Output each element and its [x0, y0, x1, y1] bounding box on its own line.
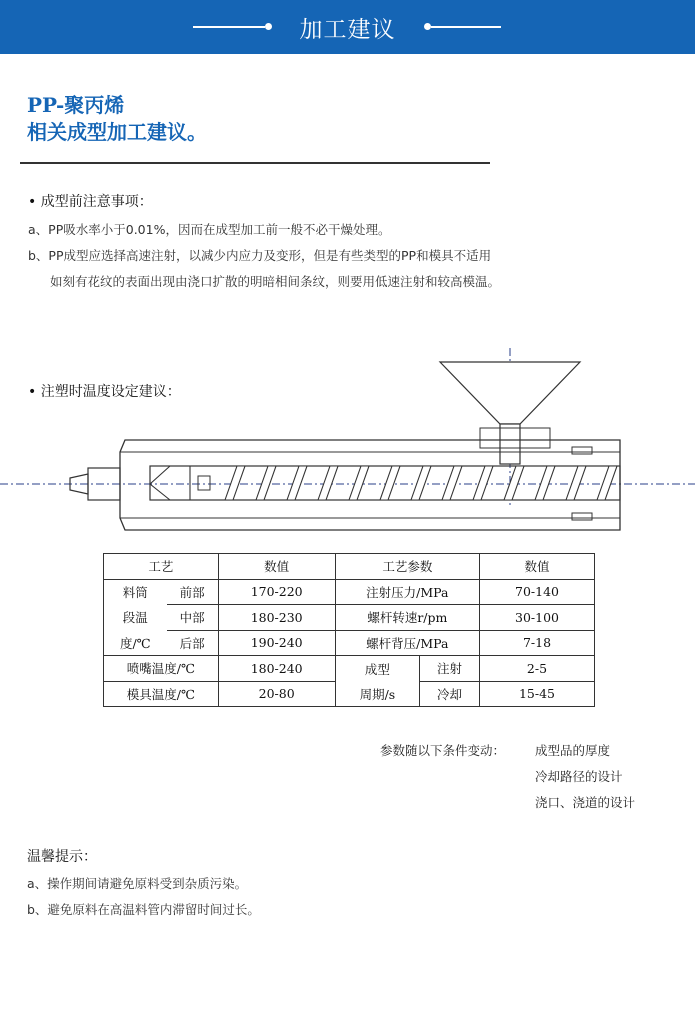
- temperature-heading: • 注塑时温度设定建议：: [28, 384, 181, 400]
- cell-front-temp: 170-220: [218, 579, 335, 605]
- variation-item-gate: 浇口、浇道的设计: [535, 795, 636, 810]
- cell-mold-temp: 模具温度/℃: [104, 681, 219, 707]
- injection-screw-barrel-icon: [0, 340, 695, 540]
- table-row: [104, 656, 595, 682]
- variation-item-cooling: 冷却路径的设计: [535, 769, 623, 784]
- pre-molding-heading: • 成型前注意事项：: [28, 194, 153, 210]
- cell-screw-speed: 螺杆转速r/pm: [335, 605, 479, 631]
- cell-cycle: 周期/s: [335, 681, 419, 707]
- header-value-2: 数值: [480, 554, 595, 580]
- cell-screw-speed-value: 30-100: [480, 605, 595, 631]
- tips-heading: 温馨提示：: [27, 849, 97, 865]
- cell-nozzle-temp: 喷嘴温度/℃: [104, 656, 219, 682]
- tips-item-a: a、操作期间请避免原料受到杂质污染。: [27, 876, 248, 891]
- cell-degree: 度/℃: [104, 630, 167, 656]
- cell-barrel: 料筒: [104, 579, 167, 605]
- tips-item-b: b、避免原料在高温料管内滞留时间过长。: [27, 902, 260, 917]
- variation-label: 参数随以下条件变动：: [380, 743, 506, 758]
- process-parameter-table: [103, 553, 595, 707]
- cell-rear: 后部: [167, 630, 219, 656]
- header-value: 数值: [218, 554, 335, 580]
- cell-injection-pressure-value: 70-140: [480, 579, 595, 605]
- pre-molding-item-a: a、PP吸水率小于0.01%，因而在成型加工前一般不必干燥处理。: [28, 222, 391, 237]
- cell-mold-temp-value: 20-80: [218, 681, 335, 707]
- header-banner: [0, 0, 695, 54]
- pre-molding-item-b-line1: b、PP成型应选择高速注射，以减少内应力及变形，但是有些类型的PP和模具不适用: [28, 248, 492, 263]
- product-title-line2: 相关成型加工建议。: [27, 120, 207, 144]
- product-title-line1: PP-聚丙烯: [27, 93, 125, 117]
- table-row: [104, 605, 595, 631]
- title-divider: [20, 162, 490, 164]
- cell-cooling-time: 15-45: [480, 681, 595, 707]
- table-row: [104, 681, 595, 707]
- cell-injection: 注射: [420, 656, 480, 682]
- banner-title: 加工建议: [299, 17, 396, 43]
- cell-injection-time: 2-5: [480, 656, 595, 682]
- cell-front: 前部: [167, 579, 219, 605]
- cell-back-pressure: 螺杆背压/MPa: [335, 630, 479, 656]
- header-process-parameter: 工艺参数: [335, 554, 479, 580]
- table-header-row: [104, 554, 595, 580]
- cell-rear-temp: 190-240: [218, 630, 335, 656]
- banner-right-line: [431, 26, 501, 28]
- cell-middle: 中部: [167, 605, 219, 631]
- cell-nozzle-temp-value: 180-240: [218, 656, 335, 682]
- table-row: [104, 630, 595, 656]
- banner-right-dot: [424, 23, 431, 30]
- table-row: [104, 579, 595, 605]
- cell-injection-pressure: 注射压力/MPa: [335, 579, 479, 605]
- cell-back-pressure-value: 7-18: [480, 630, 595, 656]
- header-process: 工艺: [104, 554, 219, 580]
- variation-item-thickness: 成型品的厚度: [535, 743, 611, 758]
- cell-cooling: 冷却: [420, 681, 480, 707]
- cell-molding: 成型: [335, 656, 419, 682]
- cell-middle-temp: 180-230: [218, 605, 335, 631]
- pre-molding-item-b-line2: 如刻有花纹的表面出现由浇口扩散的明暗相间条纹，则要用低速注射和较高模温。: [50, 274, 501, 289]
- cell-section-temp: 段温: [104, 605, 167, 631]
